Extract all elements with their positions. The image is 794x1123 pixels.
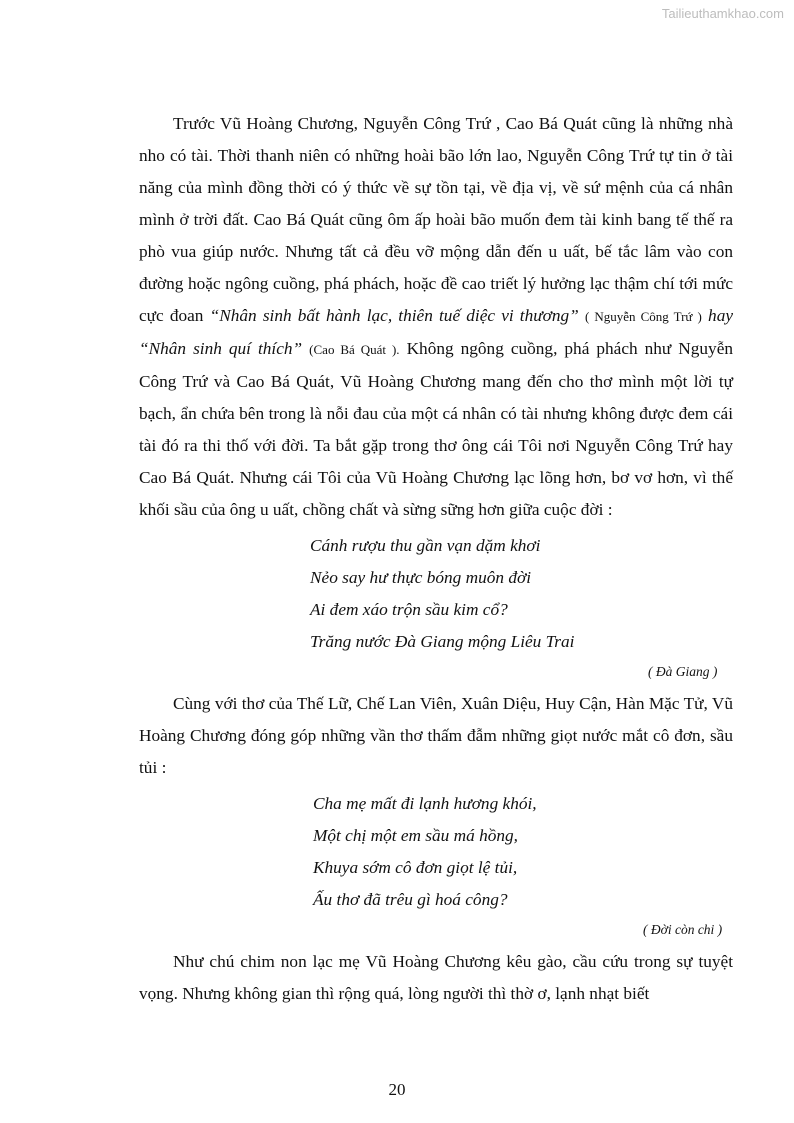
paragraph-1 — [139, 108, 733, 526]
poem-line: Một chị một em sầu má hồng, — [313, 826, 518, 845]
citation-1: ( Nguyễn Công Trứ ) — [584, 309, 702, 324]
citation-2: (Cao Bá Quát ). — [309, 342, 400, 357]
poem-line: Khuya sớm cô đơn giọt lệ tủi, — [313, 858, 518, 877]
poem-source: ( Đà Giang ) — [648, 664, 718, 679]
poem-line: Nẻo say hư thực bóng muôn đời — [310, 568, 532, 587]
poem-source: ( Đời còn chi ) — [643, 922, 723, 937]
poem-line: Cha mẹ mất đi lạnh hương khói, — [313, 794, 537, 813]
quote-1: “Nhân sinh bất hành lạc, thiên tuế diệc vi thương” — [209, 306, 579, 325]
poem-line: Ấu thơ đã trêu gì hoá công? — [313, 890, 508, 909]
poem-line: Cánh rượu thu gần vạn dặm khơi — [310, 536, 541, 555]
poem-da-giang — [139, 530, 733, 686]
watermark: Tailieuthamkhao.com — [661, 6, 784, 21]
poem-doi-con-chi — [139, 788, 733, 944]
page-body — [139, 108, 733, 1010]
quote-2: hay “Nhân sinh quí thích” — [139, 306, 733, 358]
poem-line: Ai đem xáo trộn sầu kim cổ? — [310, 600, 508, 619]
poem-line: Trăng nước Đà Giang mộng Liêu Trai — [310, 632, 575, 651]
paragraph-3: Như chú chim non lạc mẹ Vũ Hoàng Chương kêu gào, cầu cứu trong sự tuyệt vọng. Nhưng không gian thì rộng quá, lòng người thì thờ ơ, lạnh nhạt biết — [139, 952, 733, 1003]
paragraph-1-continuation: Không ngông cuồng, phá phách như Nguyễn Công Trứ và Cao Bá Quát, Vũ Hoàng Chương mang đến cho thơ mình một lời tự bạch, ẩn chứa bên trong là nỗi đau của một cá nhân có tài nhưng không được đem cái tài đó ra thi thố với đời. Ta bắt gặp trong thơ ông cái Tôi nơi Nguyễn Công Trứ hay Cao Bá Quát. Nhưng cái Tôi của Vũ Hoàng Chương lạc lõng hơn, bơ vơ hơn, vì thế khối sầu của ông u uất, chồng chất và sừng sững hơn giữa cuộc đời : — [139, 339, 734, 519]
paragraph-2: Cùng với thơ của Thế Lữ, Chế Lan Viên, Xuân Diệu, Huy Cận, Hàn Mặc Tử, Vũ Hoàng Chương đóng góp những vần thơ thấm đẫm những giọt nước mắt cô đơn, sầu tủi : — [139, 694, 733, 777]
page-number: 20 — [388, 1080, 406, 1099]
paragraph-1-text: Trước Vũ Hoàng Chương, Nguyễn Công Trứ , Cao Bá Quát cũng là những nhà nho có tài. Thời thanh niên có những hoài bão lớn lao, Nguyễn Công Trứ tự tin ở tài năng của mình đồng thời có ý thức về sự tồn tại, về địa vị, về sứ mệnh của cá nhân mình ở trời đất. Cao Bá Quát cũng ôm ấp hoài bão muốn đem tài kinh bang tế thế ra phò vua giúp nước. Nhưng tất cả đều vỡ mộng dẫn đến u uất, bế tắc lâm vào con đường hoặc ngông cuồng, phá phách, hoặc đề cao triết lý hưởng lạc thậm chí tới mức cực đoan — [139, 114, 733, 325]
